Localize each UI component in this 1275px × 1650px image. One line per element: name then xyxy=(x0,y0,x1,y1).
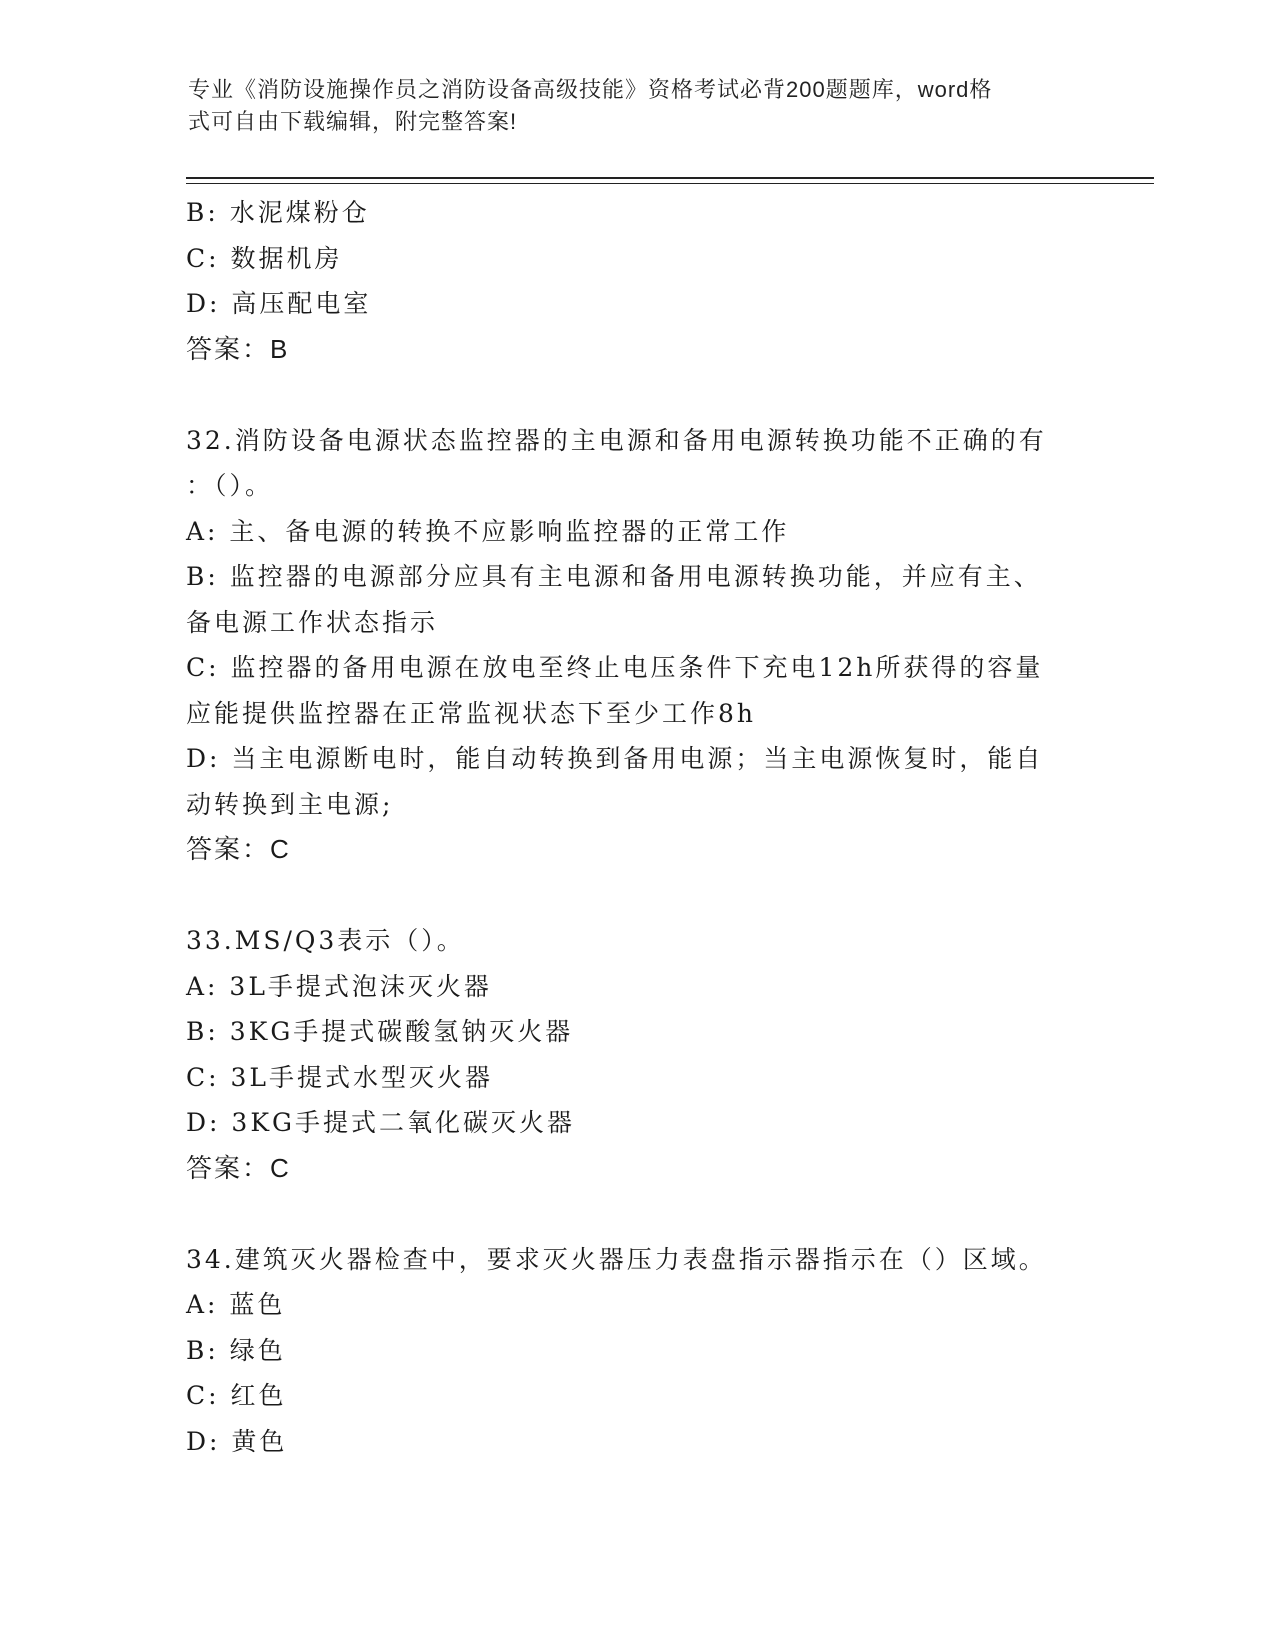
q31-answer: 答案：B xyxy=(186,333,290,364)
q32-option-d-line-2: 动转换到主电源; xyxy=(186,789,394,819)
spacer xyxy=(186,1191,1086,1237)
header-rule-thick xyxy=(186,177,1154,179)
q34-stem: 34.建筑灭火器检查中，要求灭火器压力表盘指示器指示在（）区域。 xyxy=(186,1244,1047,1274)
q33-option-c: C: 3L手提式水型灭火器 xyxy=(186,1062,494,1092)
q31-option-b: B: 水泥煤粉仓 xyxy=(186,198,370,227)
q32-option-a: A: 主、备电源的转换不应影响监控器的正常工作 xyxy=(186,516,790,546)
header-rule-thin xyxy=(186,183,1154,184)
q31-option-c: C: 数据机房 xyxy=(186,243,343,273)
spacer xyxy=(186,873,1086,919)
q32-option-d-line-1: D: 当主电源断电时，能自动转换到备用电源；当主电源恢复时，能自 xyxy=(186,744,1044,773)
q32-stem-line-1: 32.消防设备电源状态监控器的主电源和备用电源转换功能不正确的有 xyxy=(186,425,1047,455)
q33-option-d: D: 3KG手提式二氧化碳灭火器 xyxy=(186,1108,575,1137)
document-body xyxy=(186,190,1086,1464)
page-header xyxy=(188,74,1068,138)
q32-stem-line-2: ：（）。 xyxy=(186,471,274,500)
q34-option-d: D: 黄色 xyxy=(186,1426,288,1456)
q32-answer: 答案：C xyxy=(186,834,291,864)
q32-option-b-line-2: 备电源工作状态指示 xyxy=(186,607,439,637)
q32-option-c-line-2: 应能提供监控器在正常监视状态下至少工作8h xyxy=(186,698,757,728)
q32-option-b-line-1: B: 监控器的电源部分应具有主电源和备用电源转换功能，并应有主、 xyxy=(186,562,1042,591)
q31-option-d: D: 高压配电室 xyxy=(186,289,372,318)
q33-option-b: B: 3KG手提式碳酸氢钠灭火器 xyxy=(186,1017,574,1046)
q34-option-b: B: 绿色 xyxy=(186,1335,286,1365)
q32-option-c-line-1: C: 监控器的备用电源在放电至终止电压条件下充电12h所获得的容量 xyxy=(186,653,1044,682)
q34-option-a: A: 蓝色 xyxy=(186,1290,286,1319)
q34-option-c: C: 红色 xyxy=(186,1381,287,1410)
q33-answer: 答案：C xyxy=(186,1152,291,1183)
q33-option-a: A: 3L手提式泡沫灭火器 xyxy=(186,971,492,1001)
header-line-1: 专业《消防设施操作员之消防设备高级技能》资格考试必背200题题库，word格 xyxy=(188,77,993,102)
header-line-2: 式可自由下载编辑，附完整答案! xyxy=(188,109,518,134)
spacer xyxy=(186,372,1086,418)
q33-stem: 33.MS/Q3表示（）。 xyxy=(186,926,465,955)
